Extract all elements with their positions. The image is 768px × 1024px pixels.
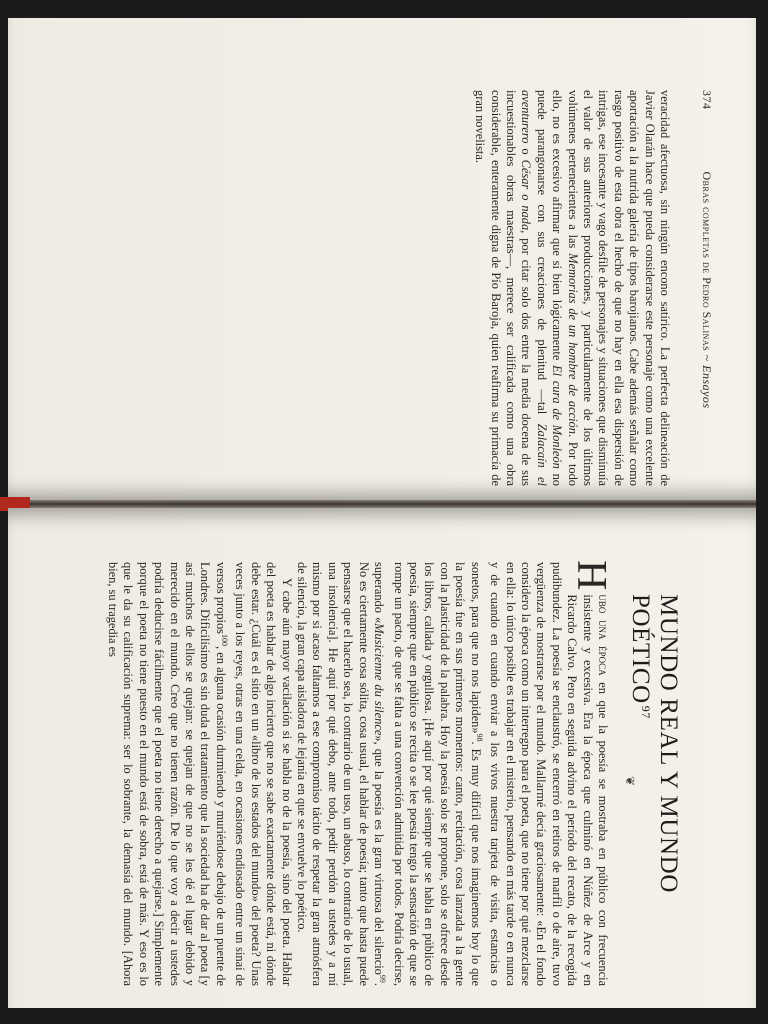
- small-caps-run: ubo una época: [596, 594, 610, 676]
- running-head-title: [699, 172, 714, 409]
- ornament-icon: ❦: [623, 776, 637, 787]
- chapter-note-mark: 97: [639, 705, 654, 719]
- footnote-mark: 100: [220, 634, 229, 646]
- running-head-emph: Ensayos: [700, 365, 714, 409]
- running-head-prefix: Obras completas de Pedro Salinas ~: [700, 171, 714, 366]
- right-page: [8, 508, 756, 1008]
- left-page: [8, 18, 756, 500]
- paragraph: veracidad afectuosa, sin ningún encono satírico. La perfecta delineación de Javier Olarán hace que pueda considerarse este personaje como una excelente aportación a la nutrida galería de tipos barojianos. Cabe además señalar como rasgo positivo de esta obra el hecho de que no hay en ella esa dispersión de intrigas, ese incesante y vago desfile de personajes y situaciones que disminuía el valor de sus anteriores producciones, y particularmente de los últimos volúmenes pertenecientes a las Memorias de un hombre de acción. Por todo ello, no es excesivo afirmar que si bien lógicamente El cura de Monleón no puede parangonarse con sus creaciones de plenitud —tal Zalacaín el aventurero o César o nada, por citar solo dos entre la media docena de sus incuestionables obras maestras—, merece ser calificada como una obra considerable, enteramente digna de Pío Baroja, quien reafirma su primacía de gran novelista.: [473, 90, 672, 487]
- footnote-mark: 98: [474, 733, 484, 742]
- paragraph: H ubo una época en que la poesía se mostraba en público con frecuencia insistente y excesiva. Era la época que culminó en Núñez de Arce y en Ricardo Calvo. Pero en seguida advino el período del recato, de la recogida pudibundez. La poesía se enclaustró, se encerró en retiros de marfil o de aire, tuvo vergüenza de mostrarse por el mundo. Mallarmé decía graciosamente: «En el fondo considero la época como un interregno para el poeta, que no tiene por qué mezclarse en ella: lo único posible es trabajar en el misterio, pensando en más tarde o en nunca y de cuando en cuando enviar a los vivos nuestra tarjeta de visita, estancias o sonetos, para que no nos lapiden»$^{98}$. Es muy difícil que nos imaginemos hoy lo que la poesía fue en sus primeros momentos: canto, recitación, cosa lanzada a la gente con la plasticidad de la palabra. Hoy la poesía solo se propone, solo se ofrece desde los libros, callada y orgullosa. ¡He aquí por qué siempre que se habla en público de poesía, siempre que en público se recita o se lee poesía tengo la sensación de que se rompe un pacto, de que se falta a una convención admitida por todos. Podría decirse, superando «Musicienne du silence», que la poesía es la gran virtuosa del silencio$^{99}$. No es ciertamente cosa sólita, cosa usual, el hablar de poesía; tanto que hasta puede pensarse que el hacerlo sea, lo contrario de un uso, un abuso, lo contrario de lo usual, una insolencia]. He aquí por qué debo, ante todo, pedir perdón a ustedes y a mí mismo por si acaso faltamos a ese compromiso tácito de respetar la gran atmósfera de silencio, la gran capa aisladora de lejanía en que se envuelve lo poético.: [295, 560, 614, 987]
- footnote-mark: 99: [378, 974, 388, 983]
- running-head: [699, 90, 714, 460]
- drop-cap: H: [568, 560, 614, 591]
- book-gutter: [8, 500, 756, 508]
- left-body-text: [472, 90, 672, 486]
- italic-run: Memorias de un hombre de acción: [565, 253, 580, 434]
- paragraph: Y cabe aún mayor vacilación si se habla no de la poesía, sino del poeta. Hablar del poeta es hablar de algo incierto que no se sabe exactamente dónde está, ni dónde debe estar. ¿Cuál es el sitio en un «libro de los estados del mundo» del poeta? Unas veces junto a los reyes, otras en una celda, en ocasiones endiosado entre un sinaí de versos propios$^{100}$, en alguna ocasión durmiendo y muriéndose debajo de un puente de Londres. Dificilísimo es sin duda el tratamiento que la sociedad ha de dar al poeta [y así muchos de ellos se quejan: se quejan de que no se les dé el lugar debido y merecido en el mundo. Creo que no tienen razón. De lo que voy a decir a ustedes podría deducirse fácilmente que el poeta no tiene derecho a quejarse.] Simplemente porque el poeta no tiene puesto en el mundo está de sobra, está de más. Y eso es lo que le da su calificación suprema: ser lo sobrante, la demasía del mundo. [Ahora bien, su tragedia es: [106, 562, 294, 986]
- chapter-title-text: MUNDO REAL Y MUNDO POÉTICO: [627, 594, 682, 893]
- italic-run: El cura de Monleón: [550, 365, 565, 469]
- italic-run: Zalacaín el aventurero: [519, 90, 549, 486]
- italic-run: César o nada: [519, 159, 534, 231]
- right-body-text: [105, 560, 614, 987]
- italic-run: Musicienne du silence: [372, 623, 387, 736]
- page-number: 374: [700, 90, 714, 110]
